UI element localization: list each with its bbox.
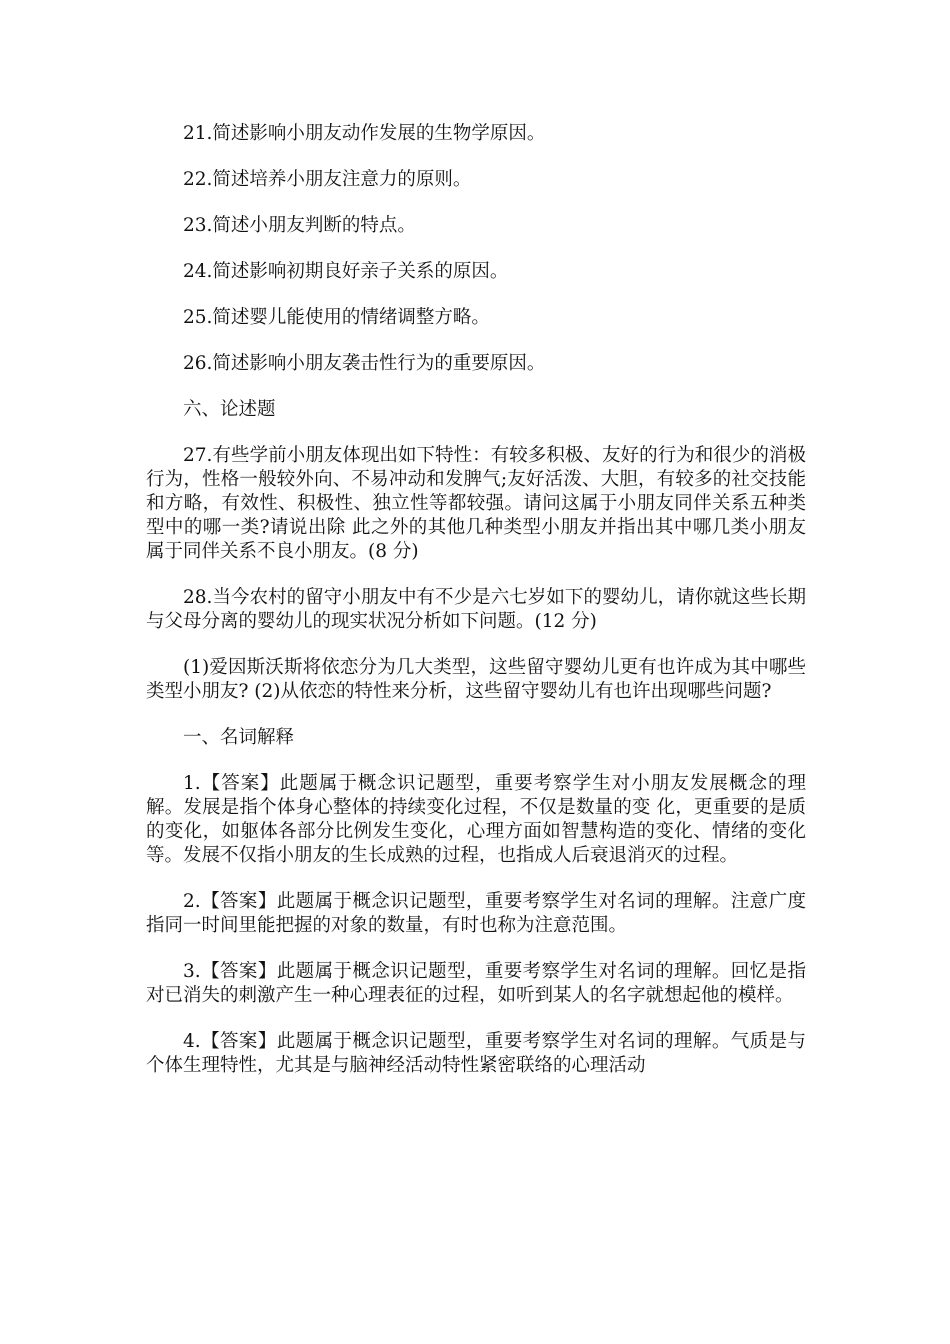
answer-4: 4.【答案】此题属于概念识记题型，重要考察学生对名词的理解。气质是与个体生理特性，尤其是与脑神经活动特性紧密联络的心理活动: [146, 1031, 806, 1076]
question-26: 26.简述影响小朋友袭击性行为的重要原因。: [183, 353, 546, 374]
section-heading-essay: 六、论述题: [183, 399, 276, 420]
question-22: 22.简述培养小朋友注意力的原则。: [183, 169, 472, 190]
answer-2: 2.【答案】此题属于概念识记题型，重要考察学生对名词的理解。注意广度指同一时间里能把握的对象的数量，有时也称为注意范围。: [146, 891, 806, 936]
question-24: 24.简述影响初期良好亲子关系的原因。: [183, 261, 509, 282]
section-heading-terms: 一、名词解释: [183, 727, 295, 748]
question-23: 23.简述小朋友判断的特点。: [183, 215, 416, 236]
question-28: 28.当今农村的留守小朋友中有不少是六七岁如下的婴幼儿，请你就这些长期与父母分离的婴幼儿的现实状况分析如下问题。(12 分): [146, 587, 806, 632]
question-25: 25.简述婴儿能使用的情绪调整方略。: [183, 307, 490, 328]
question-21: 21.简述影响小朋友动作发展的生物学原因。: [183, 123, 546, 144]
question-27: 27.有些学前小朋友体现出如下特性：有较多积极、友好的行为和很少的消极行为，性格一般较外向、不易冲动和发脾气;友好活泼、大胆，有较多的社交技能和方略，有效性、积极性、独立性等都较强。请问这属于小朋友同伴关系五种类型中的哪一类?请说出除 此之外的其他几种类型小朋友并指出其中哪几类小朋友属于同伴关系不良小朋友。(8 分): [146, 445, 806, 562]
answer-1: 1.【答案】此题属于概念识记题型，重要考察学生对小朋友发展概念的理解。发展是指个体身心整体的持续变化过程，不仅是数量的变 化，更重要的是质的变化，如躯体各部分比例发生变化，心理方面如智慧构造的变化、情绪的变化等。发展不仅指小朋友的生长成熟的过程，也指成人后衰退消灭的过程。: [146, 773, 806, 866]
document-body: [146, 122, 806, 1100]
answer-3: 3.【答案】此题属于概念识记题型，重要考察学生对名词的理解。回忆是指对已消失的刺激产生一种心理表征的过程，如听到某人的名字就想起他的模样。: [146, 961, 806, 1006]
question-28-subquestions: (1)爱因斯沃斯将依恋分为几大类型，这些留守婴幼儿更有也许成为其中哪些类型小朋友? (2)从依恋的特性来分析，这些留守婴幼儿有也许出现哪些问题?: [146, 657, 806, 702]
